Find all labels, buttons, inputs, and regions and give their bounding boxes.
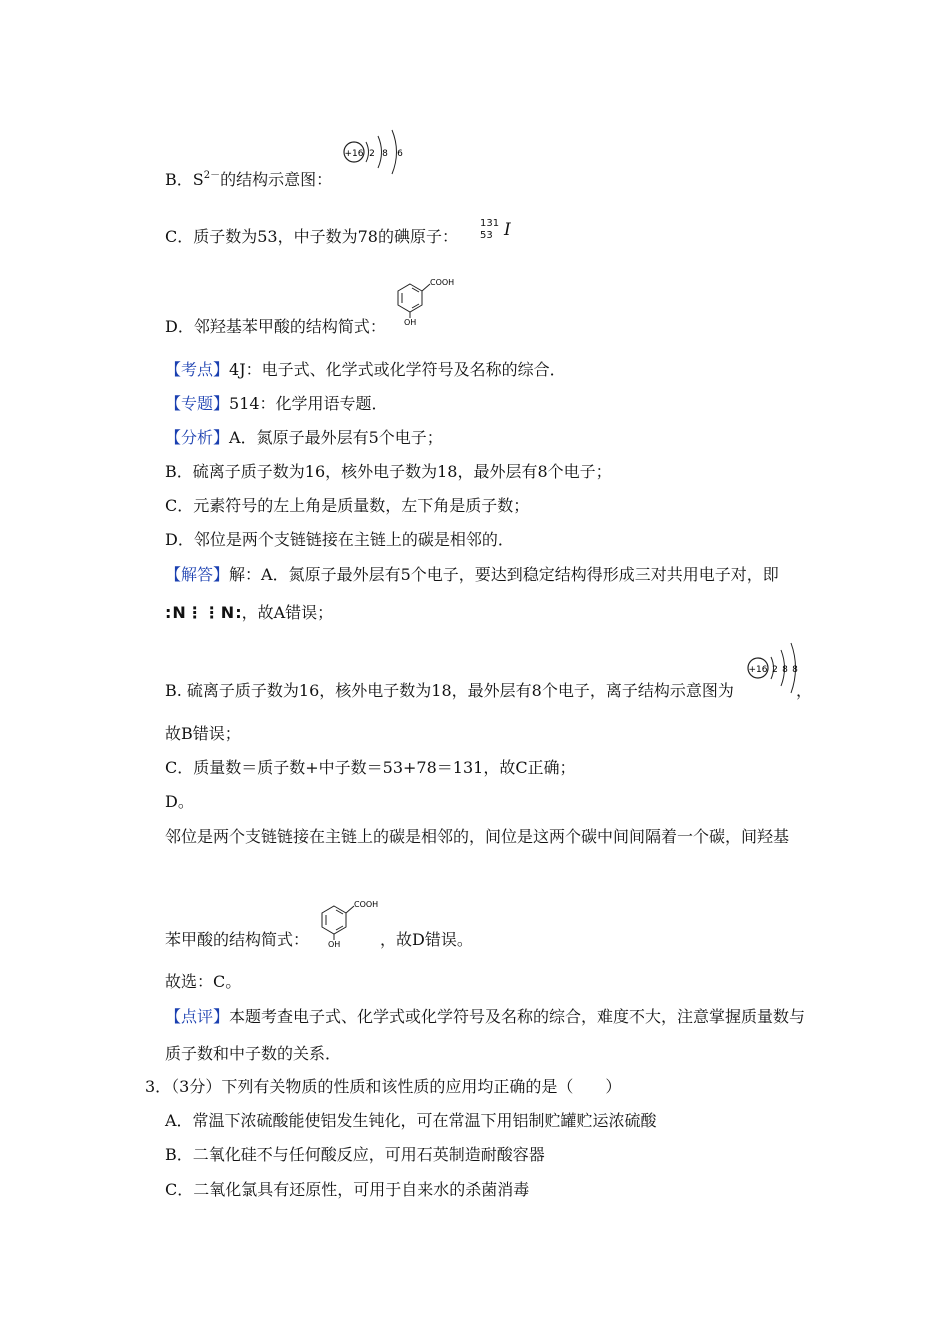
kaodian-text: 4J：电子式、化学式或化学符号及名称的综合． — [229, 360, 566, 379]
zhuanti-text: 514：化学用语专题． — [229, 394, 388, 413]
shell-1-count: 2 — [369, 149, 375, 159]
fenxi-line-c: C．元素符号的左上角是质量数，左下角是质子数； — [165, 496, 530, 515]
option-c — [165, 227, 458, 247]
zhuanti-line — [165, 394, 388, 414]
jieda-line-c: C．质量数＝质子数+中子数＝53+78＝131，故C正确； — [165, 758, 576, 777]
jieda-d-end: ，故D错误。 — [380, 930, 473, 949]
option-c-text: C．质子数为53，中子数为78的碘原子： — [165, 227, 458, 246]
charge-superscript: 2－ — [203, 170, 221, 181]
fenxi-line-d: D．邻位是两个支链链接在主链上的碳是相邻的． — [165, 530, 514, 549]
ion-shell-3: 8 — [792, 665, 798, 675]
nucleus-charge: +16 — [344, 149, 364, 159]
shell-2-count: 8 — [382, 149, 388, 159]
oh-group-2: OH — [328, 940, 341, 948]
ortho-hydroxybenzoic-structure — [392, 274, 464, 326]
cooh-group: COOH — [430, 278, 455, 287]
option-d-text: D．邻羟基苯甲酸的结构简式： — [165, 317, 386, 336]
cooh-group-2: COOH — [354, 900, 379, 909]
jieda-b-text: B. 硫离子质子数为16，核外电子数为18，最外层有8个电子，离子结构示意图为 — [165, 681, 734, 700]
ion-shell-2: 8 — [782, 665, 788, 675]
mass-number: 131 — [480, 218, 500, 229]
jieda-line-d-text: 邻位是两个支链链接在主链上的碳是相邻的，间位是这两个碳中间间隔着一个碳，间羟基 — [165, 827, 790, 846]
fenxi-line-a — [165, 428, 443, 448]
nitrogen-electron-formula: N⋮⋮N — [172, 603, 236, 622]
jieda-line-b — [165, 681, 734, 701]
q3-stem: 3．（3分）下列有关物质的性质和该性质的应用均正确的是（ ） — [145, 1077, 622, 1096]
jieda-line-b2: 故B错误； — [165, 724, 241, 743]
fenxi-a: A．氮原子最外层有5个电子； — [229, 428, 443, 447]
jieda-choice: 故选：C。 — [165, 972, 242, 991]
zhuanti-tag: 【专题】 — [165, 394, 230, 413]
sulfide-ion-diagram — [744, 640, 804, 700]
shell-3-count: 6 — [397, 149, 403, 159]
dianping-tag: 【点评】 — [165, 1007, 230, 1026]
dianping-text-1: 本题考查电子式、化学式或化学符号及名称的综合，难度不大，注意掌握质量数与 — [229, 1007, 806, 1026]
q3-option-a: A．常温下浓硫酸能使铝发生钝化，可在常温下用铝制贮罐贮运浓硫酸 — [165, 1111, 657, 1130]
kaodian-tag: 【考点】 — [165, 360, 230, 379]
fenxi-line-b: B．硫离子质子数为16，核外电子数为18，最外层有8个电子； — [165, 462, 612, 481]
atomic-number: 53 — [480, 230, 493, 241]
meta-hydroxybenzoic-structure — [316, 896, 388, 948]
option-b-text: 的结构示意图： — [220, 170, 333, 189]
option-b-label: B． — [165, 170, 193, 189]
q3-option-c: C．二氧化氯具有还原性，可用于自来水的杀菌消毒 — [165, 1180, 530, 1199]
element-symbol: I — [504, 220, 511, 240]
option-b — [165, 170, 332, 190]
sulfur-atom-diagram — [340, 128, 410, 178]
ion-shell-1: 2 — [772, 665, 778, 675]
jieda-line-a2: :N⋮⋮N:，故A错误； — [165, 603, 334, 622]
jieda-tag: 【解答】 — [165, 565, 230, 584]
dianping-line-1 — [165, 1007, 805, 1027]
jieda-line-d: D。 — [165, 792, 194, 811]
kaodian-line — [165, 360, 566, 380]
jieda-b-comma: ， — [796, 681, 813, 700]
sulfur-symbol: S — [192, 170, 204, 189]
jieda-line-a — [165, 565, 779, 585]
option-d — [165, 317, 386, 337]
dianping-line-2: 质子数和中子数的关系． — [165, 1044, 342, 1063]
oh-group: OH — [404, 318, 417, 326]
iodine-nuclide — [478, 218, 518, 248]
jieda-line-d-text2: 苯甲酸的结构简式： — [165, 930, 310, 949]
ion-nucleus-charge: +16 — [748, 665, 768, 675]
q3-option-b: B．二氧化硅不与任何酸反应，可用石英制造耐酸容器 — [165, 1145, 545, 1164]
fenxi-tag: 【分析】 — [165, 428, 230, 447]
jieda-a-text: 解：A．氮原子最外层有5个电子，要达到稳定结构得形成三对共用电子对，即 — [229, 565, 779, 584]
jieda-a-end: ，故A错误； — [241, 603, 334, 622]
